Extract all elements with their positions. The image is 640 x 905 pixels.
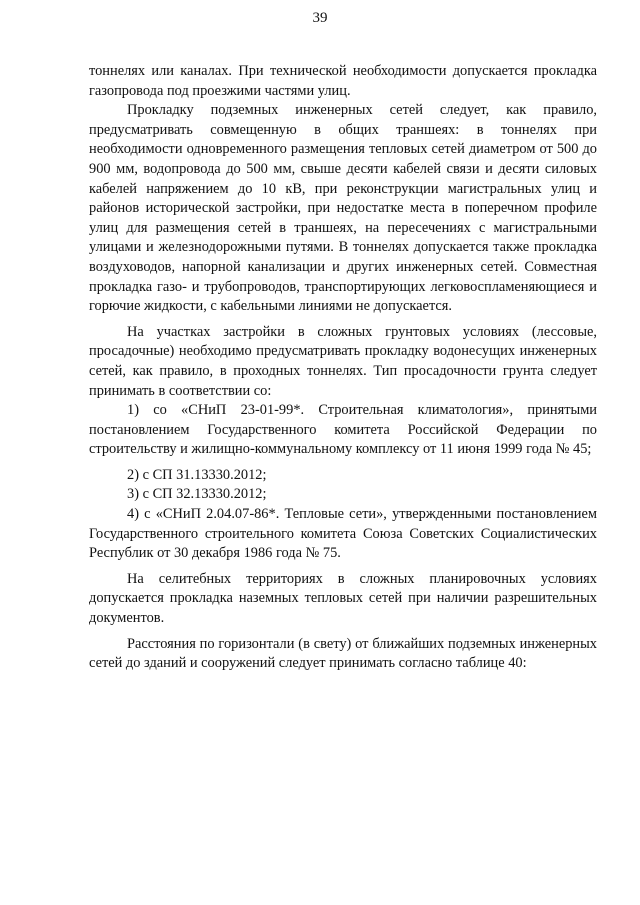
list-item-3: 3) с СП 32.13330.2012; (127, 486, 267, 503)
paragraph-residential-areas: На селитебных территориях в сложных планировочных условиях допускается прокладка наземных тепловых сетей при наличии разрешительных документов. (89, 570, 597, 627)
document-body (89, 62, 597, 674)
list-item-2: 2) с СП 31.13330.2012; (127, 466, 267, 483)
list-item-1: 1) со «СНиП 23-01-99*. Строительная климатология», принятыми постановлением Государственного комитета Российской Федерации по строительству и жилищно-коммунальному комплексу от 11 июня 1999 года № 45; (89, 402, 597, 458)
page-number: 39 (312, 10, 328, 26)
paragraph-joint-laying: Прокладку подземных инженерных сетей следует, как правило, предусматривать совмещенную в общих траншеях: в тоннелях при необходимости одновременного размещения тепловых сетей диаметром от 500 до 900 мм, водопровода до 500 мм, свыше десяти кабелей связи и десяти силовых кабелей напряжением до 10 кВ, при реконструкции магистральных улиц и районов исторической застройки, при недостатке места в поперечном профиле улиц для размещения сетей в траншеях, на пересечениях с магистральными улицами и железнодорожными путями. В тоннелях допускается также прокладка воздуховодов, напорной канализации и других инженерных сетей. Совместная прокладка газо- и трубопроводов, транспортирующих легковоспламеняющиеся и горючие жидкости, с кабельными линиями не допускается. (89, 102, 597, 315)
paragraph-horizontal-distances: Расстояния по горизонтали (в свету) от ближайших подземных инженерных сетей до зданий и сооружений следует принимать согласно таблице 40: (89, 635, 597, 672)
list-item-4: 4) с «СНиП 2.04.07-86*. Тепловые сети», утвержденными постановлением Государственного строительного комитета Союза Советских Социалистических Республик от 30 декабря 1986 года № 75. (89, 506, 597, 562)
paragraph-soil-conditions: На участках застройки в сложных грунтовых условиях (лессовые, просадочные) необходимо предусматривать прокладку водонесущих инженерных сетей, как правило, в проходных тоннелях. Тип просадочности грунта следует принимать в соответствии со: (89, 323, 597, 399)
paragraph-continuation: тоннелях или каналах. При технической необходимости допускается прокладка газопровода под проезжими частями улиц. (89, 63, 597, 99)
